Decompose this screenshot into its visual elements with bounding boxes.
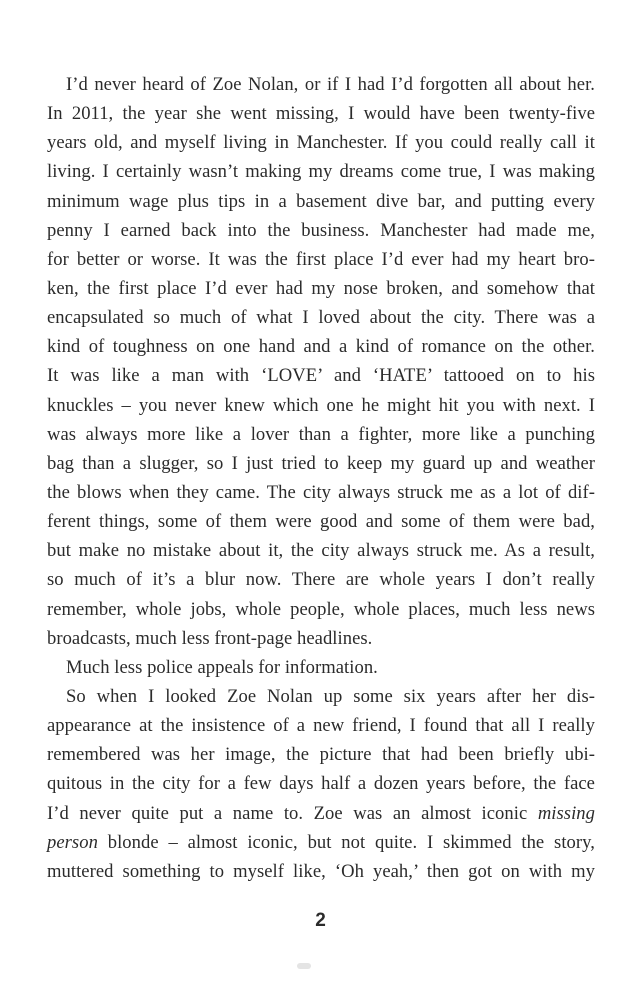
italic-text-segment: person bbox=[47, 831, 98, 853]
text-line-with-italic bbox=[47, 828, 595, 857]
text-line: living. I certainly wasn’t making my dreams come true, I was making bbox=[47, 161, 595, 183]
text-line: ken, the first place I’d ever had my nose broken, and somehow that bbox=[47, 277, 595, 299]
text-line: remembered was her image, the picture that had been briefly ubi- bbox=[47, 744, 595, 766]
text-line: for better or worse. It was the first place I’d ever had my heart bro- bbox=[47, 248, 595, 270]
italic-text-segment: missing bbox=[537, 802, 595, 824]
text-line: penny I earned back into the business. Manchester had made me, bbox=[47, 219, 595, 241]
text-line: quitous in the city for a few days half a dozen years before, the face bbox=[47, 773, 595, 795]
text-line-with-italic bbox=[47, 799, 595, 828]
text-segment: blonde – almost iconic, but not quite. I skimmed the story, bbox=[97, 831, 595, 853]
page-number: 2 bbox=[315, 910, 326, 931]
text-line: Much less police appeals for information. bbox=[66, 656, 378, 678]
scan-smudge-mark bbox=[297, 963, 311, 969]
text-line: was always more like a lover than a fighter, more like a punching bbox=[47, 423, 595, 445]
text-line: minimum wage plus tips in a basement dive bar, and putting every bbox=[47, 190, 595, 212]
text-line: In 2011, the year she went missing, I would have been twenty-five bbox=[47, 103, 595, 125]
text-line: knuckles – you never knew which one he might hit you with next. I bbox=[47, 394, 595, 416]
text-line: the blows when they came. The city always struck me as a lot of dif- bbox=[47, 481, 595, 503]
text-line: remember, whole jobs, whole people, whole places, much less news bbox=[47, 598, 595, 620]
text-line: but make no mistake about it, the city always struck me. As a result, bbox=[47, 540, 595, 562]
text-line: muttered something to myself like, ‘Oh yeah,’ then got on with my bbox=[47, 860, 595, 882]
text-line: ferent things, some of them were good and some of them were bad, bbox=[47, 511, 595, 533]
text-line: kind of toughness on one hand and a kind of romance on the other. bbox=[47, 336, 595, 358]
text-line: appearance at the insistence of a new friend, I found that all I really bbox=[47, 715, 595, 737]
text-segment: I’d never quite put a name to. Zoe was an almost iconic bbox=[47, 802, 528, 824]
text-line: It was like a man with ‘LOVE’ and ‘HATE’ tattooed on to his bbox=[47, 365, 595, 387]
text-line: I’d never heard of Zoe Nolan, or if I had I’d forgotten all about her. bbox=[66, 74, 595, 95]
text-line: so much of it’s a blur now. There are whole years I don’t really bbox=[47, 569, 595, 591]
text-line: encapsulated so much of what I loved about the city. There was a bbox=[47, 307, 595, 329]
text-line: years old, and myself living in Manchester. If you could really call it bbox=[47, 132, 595, 154]
text-line: bag than a slugger, so I just tried to keep my guard up and weather bbox=[47, 452, 595, 474]
text-line: broadcasts, much less front-page headlines. bbox=[47, 627, 373, 649]
book-page-text bbox=[47, 70, 595, 886]
text-line: So when I looked Zoe Nolan up some six years after her dis- bbox=[66, 685, 595, 707]
